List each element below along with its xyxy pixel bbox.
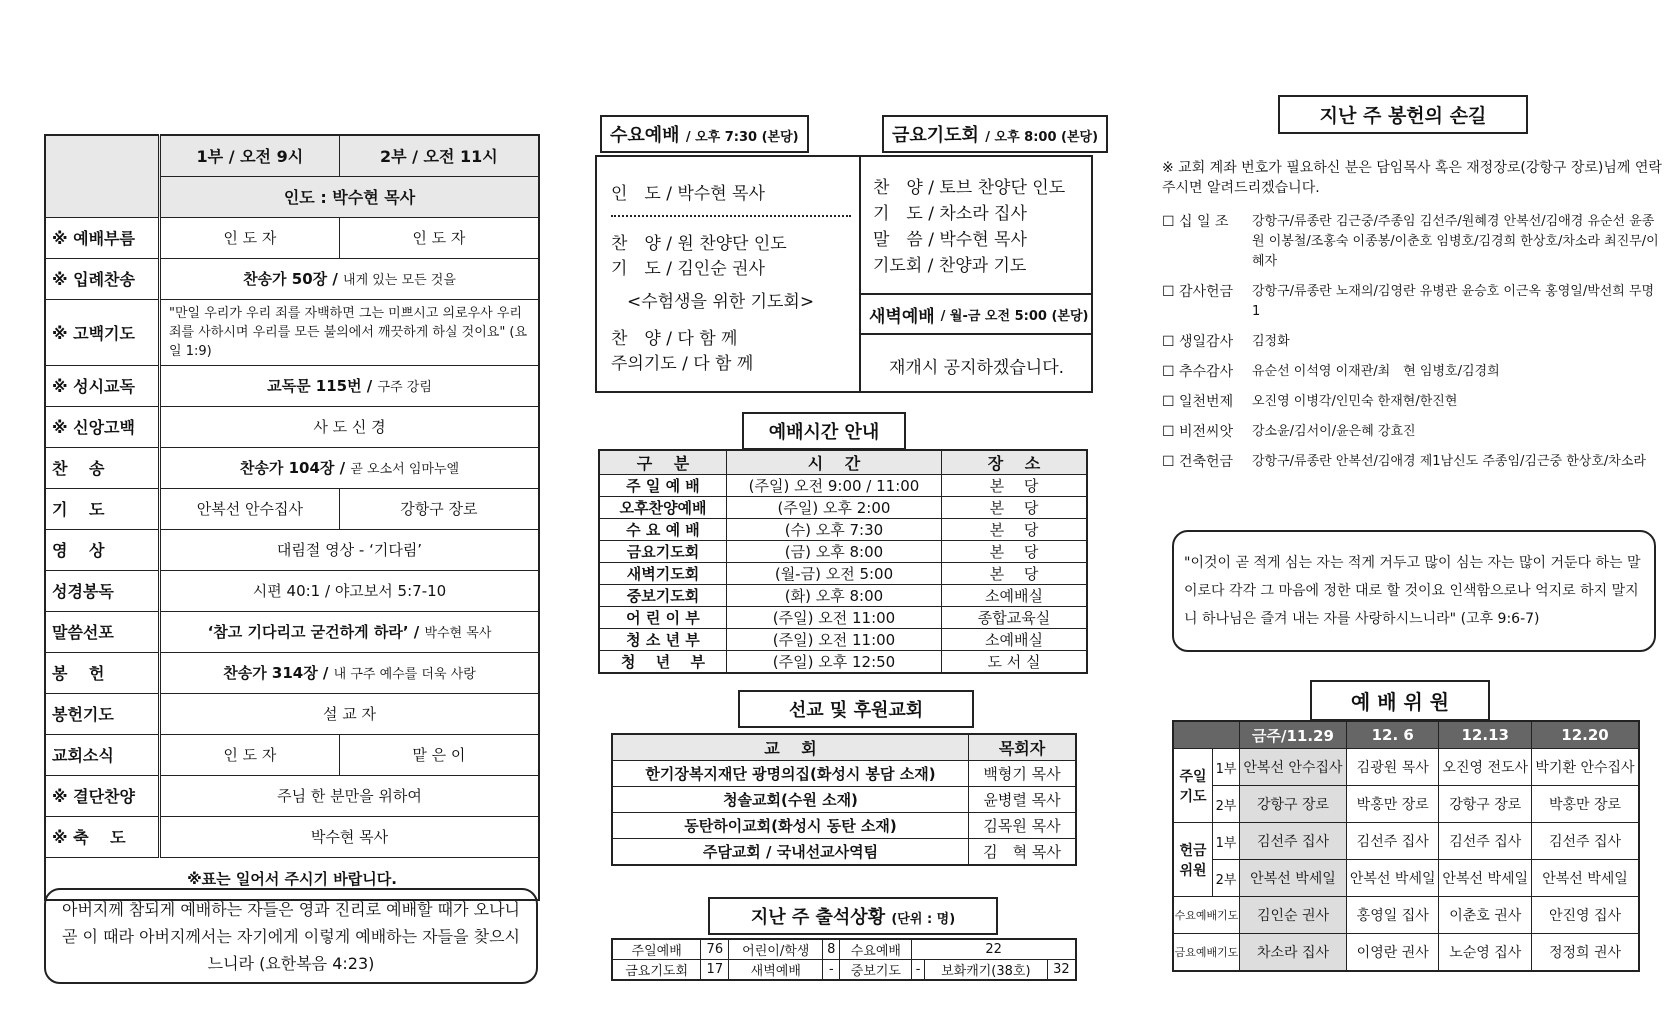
- staff-name: 안복선 박세일: [1531, 860, 1639, 897]
- offering-names: 강항구/류종란 안복선/김애경 제1남신도 주종임/김근중 한상호/차소라: [1252, 454, 1646, 469]
- order-row: [45, 611, 539, 652]
- mission-cell: 주담교회 / 국내선교사역팀: [612, 839, 969, 866]
- offering-kind: ☐ 십 일 조: [1162, 214, 1229, 230]
- staff-title: 예 배 위 원: [1310, 680, 1490, 721]
- mission-row: [612, 787, 1076, 813]
- order-row: [45, 365, 539, 406]
- offering-notice: ※ 교회 계좌 번호가 필요하신 분은 담임목사 혹은 재정장로(강항구 장로)님께 연락주시면 알려드리겠습니다.: [1162, 160, 1662, 196]
- order-row: [45, 447, 539, 488]
- order-cell: "만일 우리가 우리 죄를 자백하면 그는 미쁘시고 의로우사 우리 죄를 사하시며 우리를 모든 불의에서 깨끗하게 하실 것이요" (요일 1:9): [160, 299, 540, 365]
- staff-name: 오진영 전도사: [1439, 749, 1532, 786]
- order-row: [45, 258, 539, 299]
- verse-right-text: "이것이 곧 적게 심는 자는 적게 거두고 많이 심는 자는 많이 거둔다 하는 말이로다 각각 그 마음에 정한 대로 할 것이요 인색함으로나 억지로 하지 말지니 하나님은 즐겨 내는 자를 사랑하시느니라" (고후 9:6-7): [1184, 555, 1641, 627]
- attendance-row: [612, 939, 1076, 960]
- schedule-cell: 도 서 실: [942, 651, 1088, 674]
- offering-item: [1162, 212, 1662, 272]
- schedule-header-cell: 시 간: [727, 450, 942, 475]
- order-label: 기 도: [45, 488, 160, 529]
- mission-row: [612, 813, 1076, 839]
- schedule-row: [599, 585, 1087, 607]
- order-label: 찬 송: [45, 447, 160, 488]
- offering-item: [1162, 452, 1662, 472]
- staff-name: 강항구 장로: [1240, 786, 1347, 823]
- staff-header-blank: [1173, 721, 1240, 749]
- order-sub: 내 구주 예수를 더욱 사랑: [333, 667, 476, 682]
- schedule-row: [599, 519, 1087, 541]
- staff-name: 안복선 박세일: [1346, 860, 1439, 897]
- schedule-header: [599, 450, 1087, 475]
- staff-row: [1173, 749, 1639, 786]
- schedule-table: [598, 449, 1088, 674]
- dawn-tag-time: / 월-금 오전 5:00 (본당): [940, 308, 1089, 324]
- attendance-cell: 22: [912, 939, 1076, 960]
- offering-names: 유순선 이석영 이재관/최 현 임병호/김경희: [1252, 364, 1500, 379]
- mission-cell: 한기장복지재단 광명의집(화성시 봉담 소재): [612, 761, 969, 787]
- mission-cell: 청솔교회(수원 소재): [612, 787, 969, 813]
- schedule-cell: (주일) 오전 11:00: [727, 629, 942, 651]
- order-cell: 박수현 목사: [160, 816, 540, 857]
- staff-part: 1부: [1213, 749, 1240, 786]
- attendance-cell: 중보기도: [840, 960, 912, 981]
- mission-row: [612, 839, 1076, 866]
- mission-cell: 윤병렬 목사: [969, 787, 1077, 813]
- schedule-cell: (수) 오후 7:30: [727, 519, 942, 541]
- schedule-cell: 본 당: [942, 519, 1088, 541]
- staff-group: 주일기도: [1173, 749, 1213, 823]
- service-second: 2부 / 오전 11시: [339, 135, 539, 176]
- schedule-row: [599, 541, 1087, 563]
- attendance-table: [611, 938, 1077, 981]
- order-sub: 곧 오소서 임마누엘: [350, 462, 460, 477]
- offering-kind: ☐ 감사헌금: [1162, 284, 1234, 300]
- order-row: [45, 734, 539, 775]
- attendance-cell: 주일예배: [612, 939, 701, 960]
- wed-line-2: 찬 양 / 원 찬양단 인도: [611, 234, 787, 254]
- header-blank: [45, 135, 160, 217]
- attend-title-label: 지난 주 출석상황: [750, 907, 886, 928]
- staff-date: 금주/11.29: [1240, 721, 1347, 749]
- schedule-cell: 금요기도회: [599, 541, 727, 563]
- offering-item: [1162, 332, 1662, 352]
- attend-title: [708, 897, 998, 935]
- dawn-tag-label: 새벽예배: [869, 306, 935, 327]
- order-label: ※ 축 도: [45, 816, 160, 857]
- staff-name: 안복선 박세일: [1439, 860, 1532, 897]
- offering-item: [1162, 362, 1662, 382]
- mission-header-cell: 목회자: [969, 734, 1077, 761]
- offering-item: [1162, 422, 1662, 442]
- order-row: [45, 299, 539, 365]
- order-sub: 박수현 목사: [424, 626, 492, 641]
- order-row: [45, 570, 539, 611]
- attendance-cell: -: [823, 960, 840, 981]
- staff-table: [1172, 720, 1640, 972]
- order-label: ※ 성시교독: [45, 365, 160, 406]
- staff-date: 12. 6: [1346, 721, 1439, 749]
- schedule-row: [599, 475, 1087, 497]
- attendance-cell: 어린이/학생: [729, 939, 823, 960]
- order-label: 봉 헌: [45, 652, 160, 693]
- attend-unit: (단위 : 명): [891, 912, 956, 927]
- schedule-cell: (월-금) 오전 5:00: [727, 563, 942, 585]
- schedule-cell: (주일) 오전 9:00 / 11:00: [727, 475, 942, 497]
- order-sub: 내게 있는 모든 것을: [343, 273, 456, 288]
- staff-name: 강항구 장로: [1439, 786, 1532, 823]
- order-cell-a: 인 도 자: [160, 734, 340, 775]
- schedule-cell: 청 년 부: [599, 651, 727, 674]
- schedule-cell: 본 당: [942, 497, 1088, 519]
- order-cell: 대림절 영상 - ‘기다림’: [160, 529, 540, 570]
- schedule-cell: 본 당: [942, 475, 1088, 497]
- schedule-cell: 본 당: [942, 563, 1088, 585]
- offering-names: 강소윤/김서이/윤은혜 강효진: [1252, 424, 1416, 439]
- order-cell-b: 인 도 자: [339, 217, 539, 258]
- order-sub: 구주 강림: [377, 380, 432, 395]
- dawn-text: 재개시 공지하겠습니다.: [889, 358, 1065, 378]
- schedule-cell: (주일) 오전 11:00: [727, 607, 942, 629]
- offering-names: 김정화: [1252, 334, 1290, 349]
- attendance-cell: 17: [701, 960, 729, 981]
- order-label: 영 상: [45, 529, 160, 570]
- standing-note: ※표는 일어서 주시기 바랍니다.: [45, 857, 539, 900]
- order-label: 말씀선포: [45, 611, 160, 652]
- schedule-cell: 청 소 년 부: [599, 629, 727, 651]
- offering-item: [1162, 392, 1662, 412]
- staff-group: 수요예배기도: [1173, 897, 1240, 934]
- offering-names: 강항구/류종란 노재의/김영란 유병관 윤승호 이근옥 홍영일/박선희 무명1: [1252, 284, 1655, 319]
- wed-line-5: 찬 양 / 다 함 께: [611, 329, 738, 349]
- fri-line-1: 찬 양 / 토브 찬양단 인도: [873, 178, 1066, 198]
- wed-tag-time: / 오후 7:30 (본당): [685, 130, 799, 145]
- offering-kind: ☐ 비전씨앗: [1162, 424, 1234, 440]
- order-row: [45, 217, 539, 258]
- staff-header: [1173, 721, 1639, 749]
- staff-name: 김광원 목사: [1346, 749, 1439, 786]
- schedule-cell: 소예배실: [942, 629, 1088, 651]
- offering-kind: ☐ 생일감사: [1162, 334, 1234, 350]
- staff-name: 김선주 집사: [1531, 823, 1639, 860]
- order-cell-b: 맡 은 이: [339, 734, 539, 775]
- schedule-row: [599, 497, 1087, 519]
- order-cell: [160, 652, 540, 693]
- schedule-cell: 본 당: [942, 541, 1088, 563]
- schedule-cell: 새벽기도회: [599, 563, 727, 585]
- fri-tag: [882, 115, 1108, 153]
- wed-fri-box: [595, 155, 1093, 393]
- order-label: 성경봉독: [45, 570, 160, 611]
- attendance-cell: 76: [701, 939, 729, 960]
- offering-names: 오진영 이병각/인민숙 한재현/한진현: [1252, 394, 1458, 409]
- wed-line-6: 주의기도 / 다 함 께: [611, 354, 754, 374]
- staff-name: 노순영 집사: [1439, 934, 1532, 972]
- order-cell: 시편 40:1 / 야고보서 5:7-10: [160, 570, 540, 611]
- order-main: 찬송가 50장 /: [243, 270, 344, 288]
- staff-date: 12.13: [1439, 721, 1532, 749]
- schedule-cell: (화) 오후 8:00: [727, 585, 942, 607]
- schedule-cell: 오후찬양예배: [599, 497, 727, 519]
- staff-row: [1173, 786, 1639, 823]
- staff-name: 이춘호 권사: [1439, 897, 1532, 934]
- verse-box-left: [44, 888, 538, 984]
- staff-name: 안복선 안수집사: [1240, 749, 1347, 786]
- schedule-cell: 어 린 이 부: [599, 607, 727, 629]
- order-label: ※ 고백기도: [45, 299, 160, 365]
- schedule-row: [599, 629, 1087, 651]
- staff-part: 2부: [1213, 860, 1240, 897]
- wed-divider: [611, 215, 851, 217]
- offering-kind: ☐ 건축헌금: [1162, 454, 1234, 470]
- staff-part: 2부: [1213, 786, 1240, 823]
- dawn-tag: [861, 293, 1091, 335]
- order-cell-b: 강항구 장로: [339, 488, 539, 529]
- order-cell: [160, 611, 540, 652]
- order-row: [45, 406, 539, 447]
- fri-line-3: 말 씀 / 박수현 목사: [873, 230, 1027, 250]
- mission-header: [612, 734, 1076, 761]
- staff-part: 1부: [1213, 823, 1240, 860]
- attendance-cell: 금요기도회: [612, 960, 701, 981]
- mission-cell: 백형기 목사: [969, 761, 1077, 787]
- mission-header-cell: 교 회: [612, 734, 969, 761]
- offering-names: 강항구/류종란 김근중/주종임 김선주/원혜경 안복선/김애경 유순선 윤종원 이봉철/조홍숙 이종봉/이춘호 임병호/김경희 한상호/차소라 최진무/이혜자: [1252, 214, 1659, 269]
- times-title: 예배시간 안내: [742, 412, 906, 450]
- order-label: ※ 신앙고백: [45, 406, 160, 447]
- offering-kind: ☐ 일천번제: [1162, 394, 1234, 410]
- mission-cell: 김목원 목사: [969, 813, 1077, 839]
- leader: 인도 : 박수현 목사: [160, 176, 540, 217]
- staff-name: 이영란 권사: [1346, 934, 1439, 972]
- attendance-cell: 수요예배: [840, 939, 912, 960]
- staff-group: 금요예배기도: [1173, 934, 1240, 972]
- schedule-cell: 주 일 예 배: [599, 475, 727, 497]
- schedule-cell: (금) 오후 8:00: [727, 541, 942, 563]
- order-label: ※ 예배부름: [45, 217, 160, 258]
- offering-title: 지난 주 봉헌의 손길: [1278, 95, 1528, 134]
- wed-tag-label: 수요예배: [610, 125, 680, 146]
- wed-line-4: <수험생을 위한 기도회>: [627, 292, 815, 312]
- offering-kind: ☐ 추수감사: [1162, 364, 1234, 380]
- staff-group: 헌금위원: [1173, 823, 1213, 897]
- service-first: 1부 / 오전 9시: [160, 135, 340, 176]
- fri-tag-time: / 오후 8:00 (본당): [985, 130, 1099, 145]
- staff-row: [1173, 897, 1639, 934]
- fri-line-2: 기 도 / 차소라 집사: [873, 204, 1027, 224]
- verse-left-text: 아버지께 참되게 예배하는 자들은 영과 진리로 예배할 때가 오나니 곧 이 때라 아버지께서는 자기에게 이렇게 예배하는 자들을 찾으시느니라 (요한복음 4:23): [61, 899, 520, 973]
- staff-name: 안복선 박세일: [1240, 860, 1347, 897]
- mission-cell: 동탄하이교회(화성시 동탄 소재): [612, 813, 969, 839]
- wed-line-1: 인 도 / 박수현 목사: [611, 184, 765, 204]
- offering-list: [1162, 158, 1662, 482]
- attendance-cell: 새벽예배: [729, 960, 823, 981]
- order-row: [45, 816, 539, 857]
- attendance-cell: 보화캐기(38호): [924, 960, 1047, 981]
- order-label: ※ 입례찬송: [45, 258, 160, 299]
- attendance-cell: 8: [823, 939, 840, 960]
- mission-row: [612, 761, 1076, 787]
- staff-name: 박홍만 장로: [1531, 786, 1639, 823]
- staff-row: [1173, 823, 1639, 860]
- order-row: [45, 529, 539, 570]
- fri-line-4: 기도회 / 찬양과 기도: [873, 256, 1027, 276]
- order-cell: 설 교 자: [160, 693, 540, 734]
- order-main: ‘참고 기다리고 굳건하게 하라’ /: [207, 623, 425, 641]
- attendance-cell: 32: [1047, 960, 1076, 981]
- order-cell: 주님 한 분만을 위하여: [160, 775, 540, 816]
- staff-name: 차소라 집사: [1240, 934, 1347, 972]
- schedule-cell: 중보기도회: [599, 585, 727, 607]
- schedule-cell: 수 요 예 배: [599, 519, 727, 541]
- worship-order-table: [44, 134, 540, 901]
- offering-item: [1162, 282, 1662, 322]
- order-cell: [160, 447, 540, 488]
- order-row: [45, 488, 539, 529]
- order-row: [45, 693, 539, 734]
- order-row: [45, 775, 539, 816]
- staff-row: [1173, 860, 1639, 897]
- schedule-cell: 소예배실: [942, 585, 1088, 607]
- order-label: 봉헌기도: [45, 693, 160, 734]
- order-label: ※ 결단찬양: [45, 775, 160, 816]
- order-main: 교독문 115번 /: [267, 377, 378, 395]
- attendance-cell: -: [912, 960, 925, 981]
- schedule-row: [599, 607, 1087, 629]
- schedule-cell: (주일) 오후 2:00: [727, 497, 942, 519]
- staff-name: 정정희 권사: [1531, 934, 1639, 972]
- order-main: 찬송가 314장 /: [223, 664, 334, 682]
- wed-column: [597, 157, 861, 391]
- attendance-row: [612, 960, 1076, 981]
- staff-row: [1173, 934, 1639, 972]
- staff-date: 12.20: [1531, 721, 1639, 749]
- order-row: [45, 652, 539, 693]
- order-cell: [160, 258, 540, 299]
- schedule-cell: (주일) 오후 12:50: [727, 651, 942, 674]
- staff-name: 홍영일 집사: [1346, 897, 1439, 934]
- order-cell-a: 안복선 안수집사: [160, 488, 340, 529]
- verse-box-right: [1172, 530, 1656, 652]
- schedule-row: [599, 651, 1087, 674]
- mission-title: 선교 및 후원교회: [738, 690, 974, 728]
- fri-tag-label: 금요기도회: [892, 125, 979, 146]
- wed-line-3: 기 도 / 김인순 권사: [611, 259, 765, 279]
- staff-name: 박홍만 장로: [1346, 786, 1439, 823]
- mission-table: [611, 733, 1077, 866]
- staff-name: 김선주 집사: [1240, 823, 1347, 860]
- order-cell: [160, 365, 540, 406]
- order-label: 교회소식: [45, 734, 160, 775]
- order-cell-a: 인 도 자: [160, 217, 340, 258]
- mission-cell: 김 혁 목사: [969, 839, 1077, 866]
- schedule-header-cell: 구 분: [599, 450, 727, 475]
- schedule-cell: 종합교육실: [942, 607, 1088, 629]
- schedule-row: [599, 563, 1087, 585]
- schedule-header-cell: 장 소: [942, 450, 1088, 475]
- staff-name: 김선주 집사: [1346, 823, 1439, 860]
- staff-name: 김선주 집사: [1439, 823, 1532, 860]
- wed-tag: [600, 115, 809, 153]
- order-main: 찬송가 104장 /: [239, 459, 351, 477]
- order-cell: 사 도 신 경: [160, 406, 540, 447]
- staff-name: 박기환 안수집사: [1531, 749, 1639, 786]
- staff-name: 김인순 권사: [1240, 897, 1347, 934]
- staff-name: 안진영 집사: [1531, 897, 1639, 934]
